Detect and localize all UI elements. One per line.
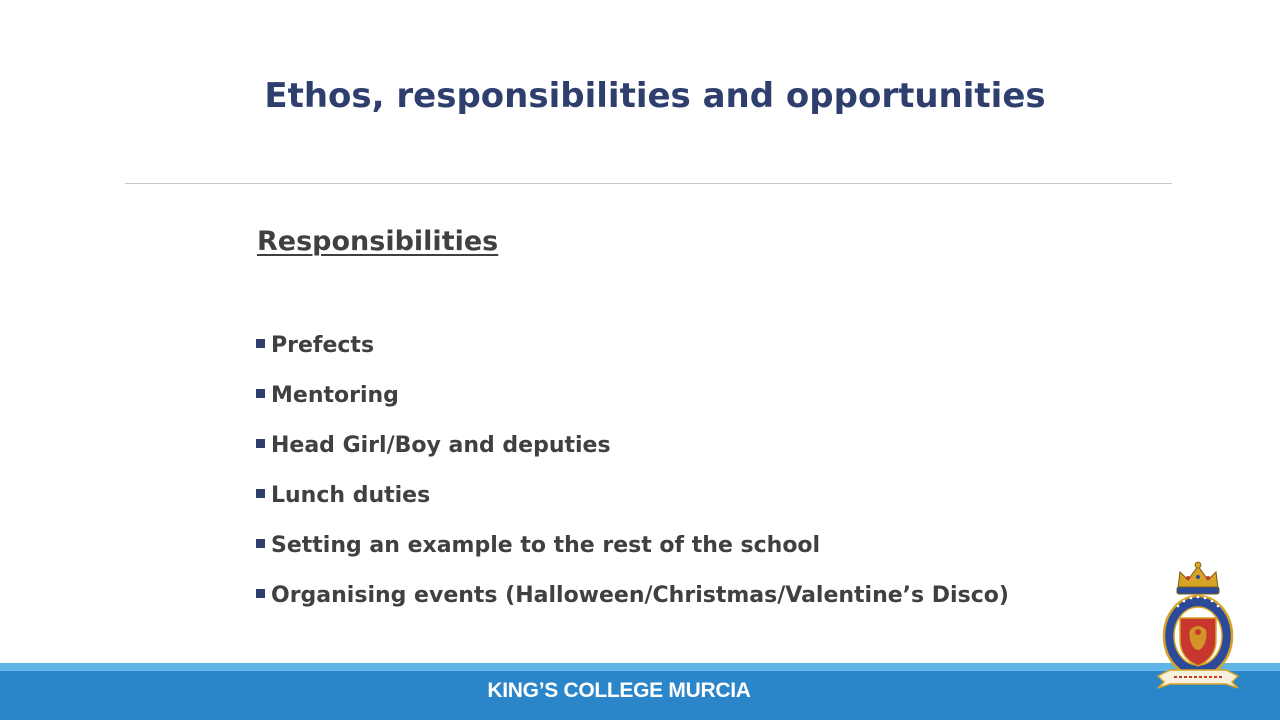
bullet-item xyxy=(256,420,1009,470)
section-heading: Responsibilities xyxy=(257,226,499,257)
bullet-text: Mentoring xyxy=(271,382,399,408)
bullet-text: Prefects xyxy=(271,332,375,358)
square-bullet-icon xyxy=(256,489,265,498)
bullet-item xyxy=(256,570,1009,620)
slide-title: Ethos, responsibilities and opportunities xyxy=(264,76,1046,116)
square-bullet-icon xyxy=(256,589,265,598)
square-bullet-icon xyxy=(256,389,265,398)
bullet-text: Setting an example to the rest of the school xyxy=(271,532,821,558)
bullet-item xyxy=(256,520,1009,570)
square-bullet-icon xyxy=(256,339,265,348)
bullet-item xyxy=(256,320,1009,370)
square-bullet-icon xyxy=(256,539,265,548)
square-bullet-icon xyxy=(256,439,265,448)
title-divider xyxy=(125,183,1172,184)
bullet-item xyxy=(256,470,1009,520)
footer-accent-stripe xyxy=(0,663,1280,671)
school-crest-icon xyxy=(1148,558,1248,696)
crown-icon xyxy=(1177,562,1219,594)
bullet-list xyxy=(256,320,1009,620)
bullet-text: Head Girl/Boy and deputies xyxy=(271,432,611,458)
bullet-item xyxy=(256,370,1009,420)
bullet-text: Organising events (Halloween/Christmas/Valentine’s Disco) xyxy=(271,582,1009,608)
footer-label: KING’S COLLEGE MURCIA xyxy=(487,679,751,702)
bullet-text: Lunch duties xyxy=(271,482,431,508)
